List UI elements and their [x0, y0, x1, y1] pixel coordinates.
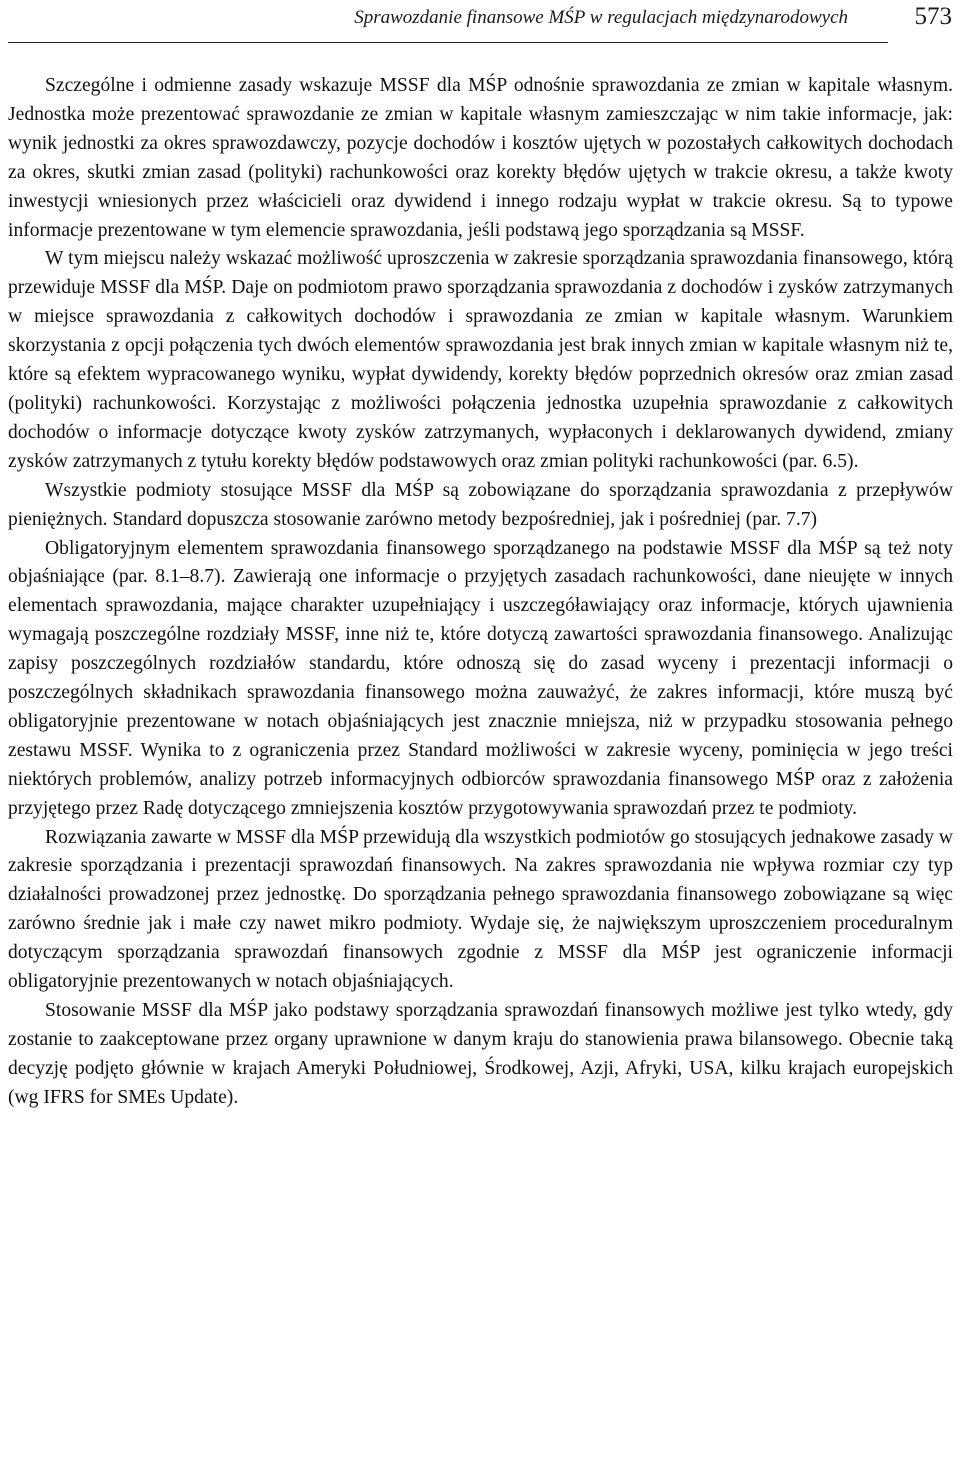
paragraph: Rozwiązania zawarte w MSSF dla MŚP przewidują dla wszystkich podmiotów go stosujących jednakowe zasady w zakresie sporządzania i prezentacji sprawozdań finansowych. Na zakres sprawozdania nie wpływa rozmiar czy typ działalności prowadzonej przez jednostkę. Do sporządzania pełnego sprawozdania finansowego zobowiązane są więc zarówno średnie jak i małe czy nawet mikro podmioty. Wydaje się, że największym uproszczeniem proceduralnym dotyczącym sporządzania sprawozdań finansowych zgodnie z MSSF dla MŚP jest ograniczenie informacji obligatoryjnie prezentowanych w notach objaśniających.	[8, 826, 954, 993]
header-rule	[8, 42, 888, 43]
running-title: Sprawozdanie finansowe MŚP w regulacjach międzynarodowych	[354, 7, 848, 28]
paragraph: Stosowanie MSSF dla MŚP jako podstawy sporządzania sprawozdań finansowych możliwe jest tylko wtedy, gdy zostanie to zaakceptowane przez organy uprawnione w danym kraju do stanowienia prawa bilansowego. Obecnie taką decyzję podjęto głównie w krajach Ameryki Południowej, Środkowej, Azji, Afryki, USA, kilku krajach europejskich (wg IFRS for SMEs Update).	[8, 1000, 953, 1108]
body-text	[8, 72, 953, 1113]
paragraph: Wszystkie podmioty stosujące MSSF dla MŚP są zobowiązane do sporządzania sprawozdania z przepływów pieniężnych. Standard dopuszcza stosowanie zarówno metody bezpośredniej, jak i pośredniej (par. 7.7)	[8, 479, 953, 530]
paragraph: W tym miejscu należy wskazać możliwość uproszczenia w zakresie sporządzania sprawozdania finansowego, którą przewiduje MSSF dla MŚP. Daje on podmiotom prawo sporządzania sprawozdania z dochodów i zysków zatrzymanych w miejsce sprawozdania z całkowitych dochodów i sprawozdania ze zmian w kapitale własnym. Warunkiem skorzystania z opcji połączenia tych dwóch elementów sprawozdania jest brak innych zmian w kapitale własnym niż te, które są efektem wypracowanego wyniku, wypłat dywidendy, korekty błędów poprzednich okresów oraz zmian zasad (polityki) rachunkowości. Korzystając z możliwości połączenia jednostka uzupełnia sprawozdanie z całkowitych dochodów o informacje dotyczące kwoty zysków zatrzymanych, wypłaconych i deklarowanych dywidend, zmiany zysków zatrzymanych z tytułu korekty błędów podstawowych oraz zmian polityki rachunkowości (par. 6.5).	[8, 248, 953, 472]
page-header	[0, 0, 960, 42]
paragraph: Szczególne i odmienne zasady wskazuje MSSF dla MŚP odnośnie sprawozdania ze zmian w kapitale własnym. Jednostka może prezentować sprawozdanie ze zmian w kapitale własnym zamieszczając w nim takie informacje, jak: wynik jednostki za okres sprawozdawczy, pozycje dochodów i kosztów ujętych w pozostałych całkowitych dochodach za okres, skutki zmian zasad (polityki) rachunkowości oraz korekty błędów ujętych w trakcie okresu, a także kwoty inwestycji wniesionych przez właścicieli oraz dywidend i innego rodzaju wypłat w trakcie okresu. Są to typowe informacje prezentowane w tym elemencie sprawozdania, jeśli podstawą jego sporządzania są MSSF.	[8, 75, 953, 241]
paragraph: Obligatoryjnym elementem sprawozdania finansowego sporządzanego na podstawie MSSF dla MŚP są też noty objaśniające (par. 8.1–8.7). Zawierają one informacje o przyjętych zasadach rachunkowości, dane nieujęte w innych elementach sprawozdania, mające charakter uzupełniający i uszczegóławiający oraz informacje, których ujawnienia wymagają poszczególne rozdziały MSSF, inne niż te, które dotyczą zawartości sprawozdania finansowego. Analizując zapisy poszczególnych rozdziałów standardu, które odnoszą się do zasad wyceny i prezentacji informacji o poszczególnych składnikach sprawozdania finansowego można zauważyć, że zakres informacji, które muszą być obligatoryjnie prezentowane w notach objaśniających jest znacznie mniejsza, niż w przypadku stosowania pełnego zestawu MSSF. Wynika to z ograniczenia przez Standard możliwości w zakresie wyceny, pominięcia w jego treści niektórych problemów, analizy potrzeb informacyjnych odbiorców sprawozdania finansowego MŚP oraz z założenia przyjętego przez Radę dotyczącego zmniejszenia kosztów przygotowywania sprawozdań przez te podmioty.	[8, 537, 953, 819]
page-number: 573	[914, 3, 952, 30]
